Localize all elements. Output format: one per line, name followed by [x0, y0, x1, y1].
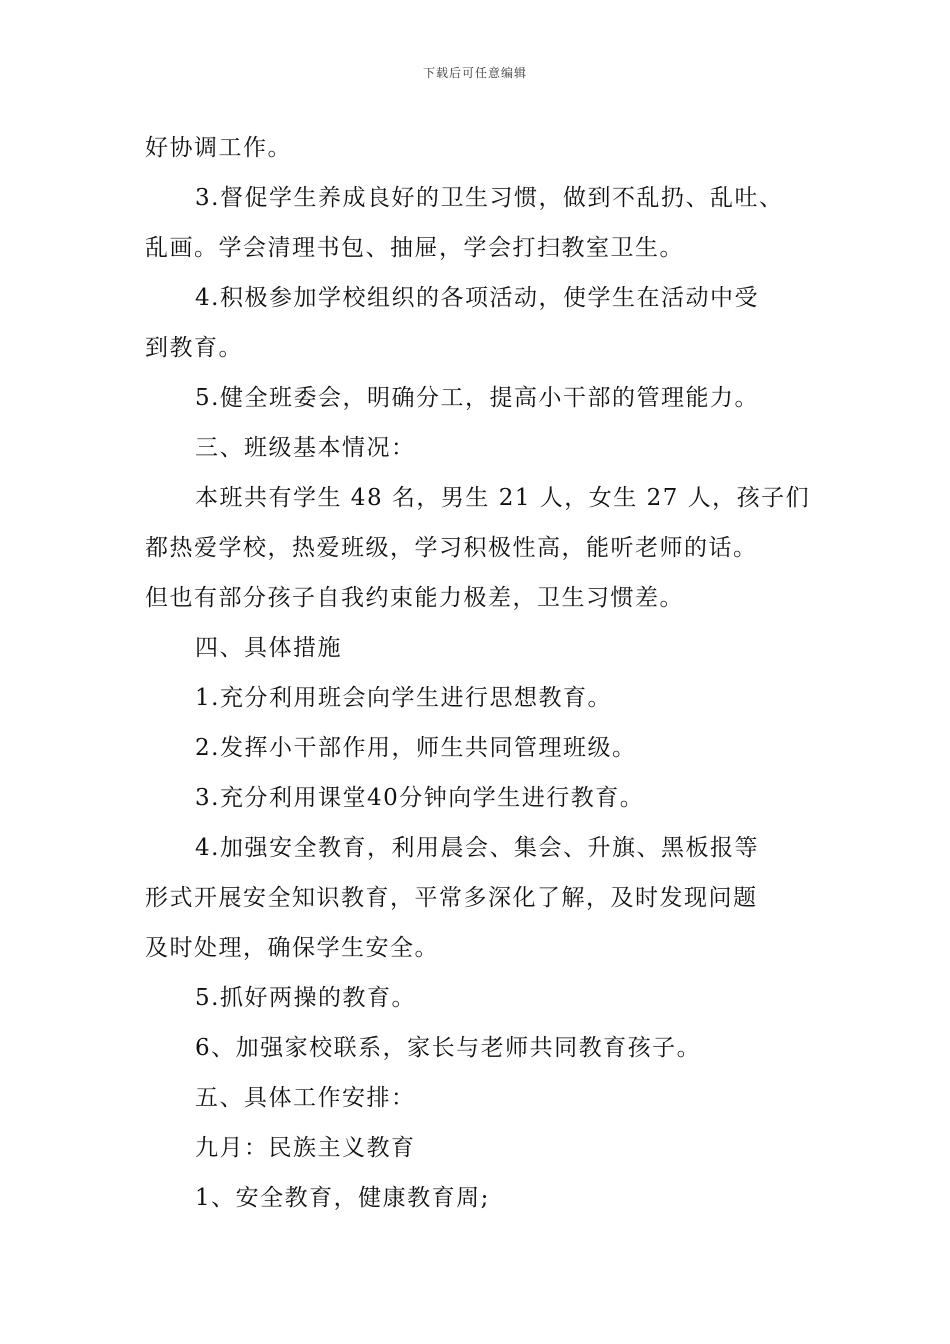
- text-line: 形式开展安全知识教育，平常多深化了解，及时发现问题: [145, 885, 758, 911]
- text-line: 好协调工作。: [145, 135, 292, 161]
- text-line: 3.督促学生养成良好的卫生习惯，做到不乱扔、乱吐、: [195, 185, 784, 211]
- section-heading: 三、班级基本情况：: [195, 435, 416, 461]
- text-line: 5.抓好两操的教育。: [195, 985, 416, 1011]
- text-line: 但也有部分孩子自我约束能力极差，卫生习惯差。: [145, 585, 684, 611]
- text-line: 乱画。学会清理书包、抽屉，学会打扫教室卫生。: [145, 235, 684, 261]
- section-heading: 四、具体措施: [195, 635, 342, 661]
- document-body: [145, 123, 835, 1223]
- text-line: 都热爱学校，热爱班级，学习积极性高，能听老师的话。: [145, 535, 758, 561]
- text-line: 5.健全班委会，明确分工，提高小干部的管理能力。: [195, 385, 759, 411]
- text-line: 1.充分利用班会向学生进行思想教育。: [195, 685, 612, 711]
- text-line: 3.充分利用课堂40分钟向学生进行教育。: [195, 785, 645, 811]
- section-heading: 五、具体工作安排：: [195, 1085, 416, 1111]
- text-line: 4.加强安全教育，利用晨会、集会、升旗、黑板报等: [195, 835, 759, 861]
- text-line: 6、加强家校联系，家长与老师共同教育孩子。: [195, 1035, 702, 1061]
- text-line: 2.发挥小干部作用，师生共同管理班级。: [195, 735, 637, 761]
- text-line: 本班共有学生 48 名，男生 21 人，女生 27 人，孩子们: [195, 485, 811, 511]
- page-header: 下载后可任意编辑: [422, 66, 527, 80]
- text-line: 九月：民族主义教育: [195, 1135, 416, 1161]
- text-line: 及时处理，确保学生安全。: [145, 935, 439, 961]
- text-line: 4.积极参加学校组织的各项活动，使学生在活动中受: [195, 285, 759, 311]
- text-line: 1、安全教育，健康教育周;: [195, 1185, 490, 1211]
- text-line: 到教育。: [145, 335, 243, 361]
